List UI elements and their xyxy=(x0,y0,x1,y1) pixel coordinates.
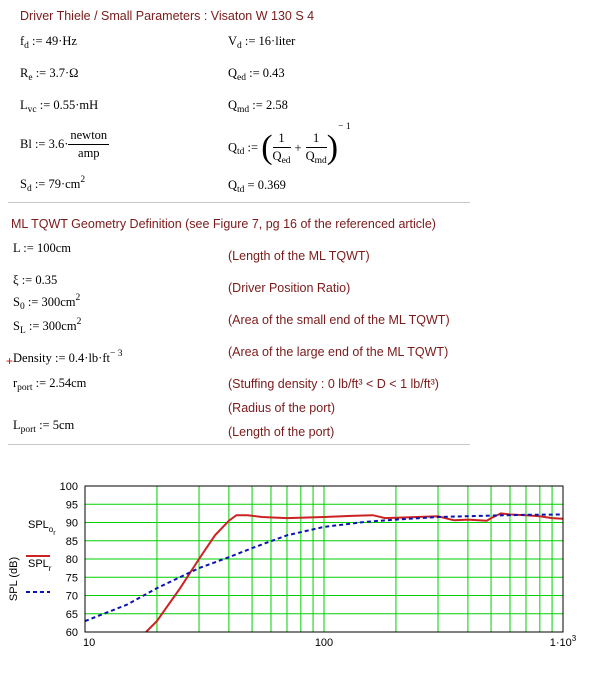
cursor-cross-icon: + xyxy=(6,354,14,368)
y-tick-labels xyxy=(60,481,78,639)
density-comment: (Stuffing density : 0 lb/ft³ < D < 1 lb/ft³) xyxy=(228,377,439,391)
driver-section-title: Driver Thiele / Small Parameters : Visaton W 130 S 4 xyxy=(20,9,315,23)
sl-equation: $S_L$ := $300cm^2$ xyxy=(13,317,82,336)
x-tick-label: 100 xyxy=(314,637,334,649)
divider xyxy=(8,202,470,203)
lport-comment: (Length of the port) xyxy=(228,425,335,439)
x-tick-labels xyxy=(83,634,577,649)
x-tick-label: 10 xyxy=(83,637,96,649)
x-tick-exponent: 3 xyxy=(571,634,577,643)
length-equation: L := 100cm xyxy=(13,241,71,255)
spl-chart xyxy=(0,470,612,670)
qtd-formula: $Q_{td}$ := ( $\frac{1}{Q_{ed}}$ + $\frac{1}{Q_{md}}$ )$^{- 1}$ xyxy=(228,122,351,167)
lvc-equation: $L_{vc}$ := 0.55·mH xyxy=(20,98,99,115)
y-tick-label: 100 xyxy=(59,481,78,493)
re-equation: $R_e$ := 3.7·Ω xyxy=(20,66,79,83)
chart-grid xyxy=(85,486,563,632)
x-tick-label: $1\cdot 10^3$ xyxy=(549,634,577,649)
vd-equation: $V_d$ := 16·liter xyxy=(228,34,296,51)
y-tick-label: 70 xyxy=(65,590,78,603)
lport-equation: $L_{port}$ := 5cm xyxy=(13,418,75,435)
sd-equation: $S_d$ := $79\cdot cm^2$ xyxy=(20,175,86,194)
y-tick-label: 65 xyxy=(65,608,78,621)
y-tick-label: 85 xyxy=(65,535,78,548)
y-tick-label: 75 xyxy=(65,572,78,585)
xi-comment: (Driver Position Ratio) xyxy=(228,281,351,295)
geometry-section-title: ML TQWT Geometry Definition (see Figure 7, pg 16 of the referenced article) xyxy=(11,217,436,231)
fd-equation: $f_d$ := 49·Hz xyxy=(20,34,77,51)
y-tick-label: 95 xyxy=(65,499,78,512)
legend-label: $SPL_r$ xyxy=(28,558,52,573)
divider xyxy=(8,444,470,445)
y-tick-label: 90 xyxy=(65,517,78,530)
length-comment: (Length of the ML TQWT) xyxy=(228,249,370,263)
xi-equation: ξ := 0.35 xyxy=(13,273,58,287)
s0-equation: $S_0$ := $300cm^2$ xyxy=(13,293,81,312)
qmd-equation: $Q_{md}$ := 2.58 xyxy=(228,98,288,115)
qed-equation: $Q_{ed}$ := 0.43 xyxy=(228,66,285,83)
bl-equation: Bl := 3.6· $\frac{\text{newton}}{\text{amp}}$ xyxy=(20,128,108,160)
density-equation: Density := $0.4\cdot lb\cdot ft^{- 3}$ xyxy=(13,349,123,365)
chart-legend xyxy=(26,519,56,592)
y-tick-label: 60 xyxy=(65,627,78,639)
sl-comment: (Area of the large end of the ML TQWT) xyxy=(228,345,449,359)
qtd-value: $Q_{td} = 0.369$ xyxy=(228,178,286,195)
legend-label: $SPL_{or}$ xyxy=(28,519,56,537)
rport-equation: $r_{port}$ := 2.54cm xyxy=(13,376,87,393)
rport-comment: (Radius of the port) xyxy=(228,401,335,415)
y-axis-label: SPL (dB) xyxy=(8,556,20,602)
y-tick-label: 80 xyxy=(65,554,78,566)
s0-comment: (Area of the small end of the ML TQWT) xyxy=(228,313,450,327)
